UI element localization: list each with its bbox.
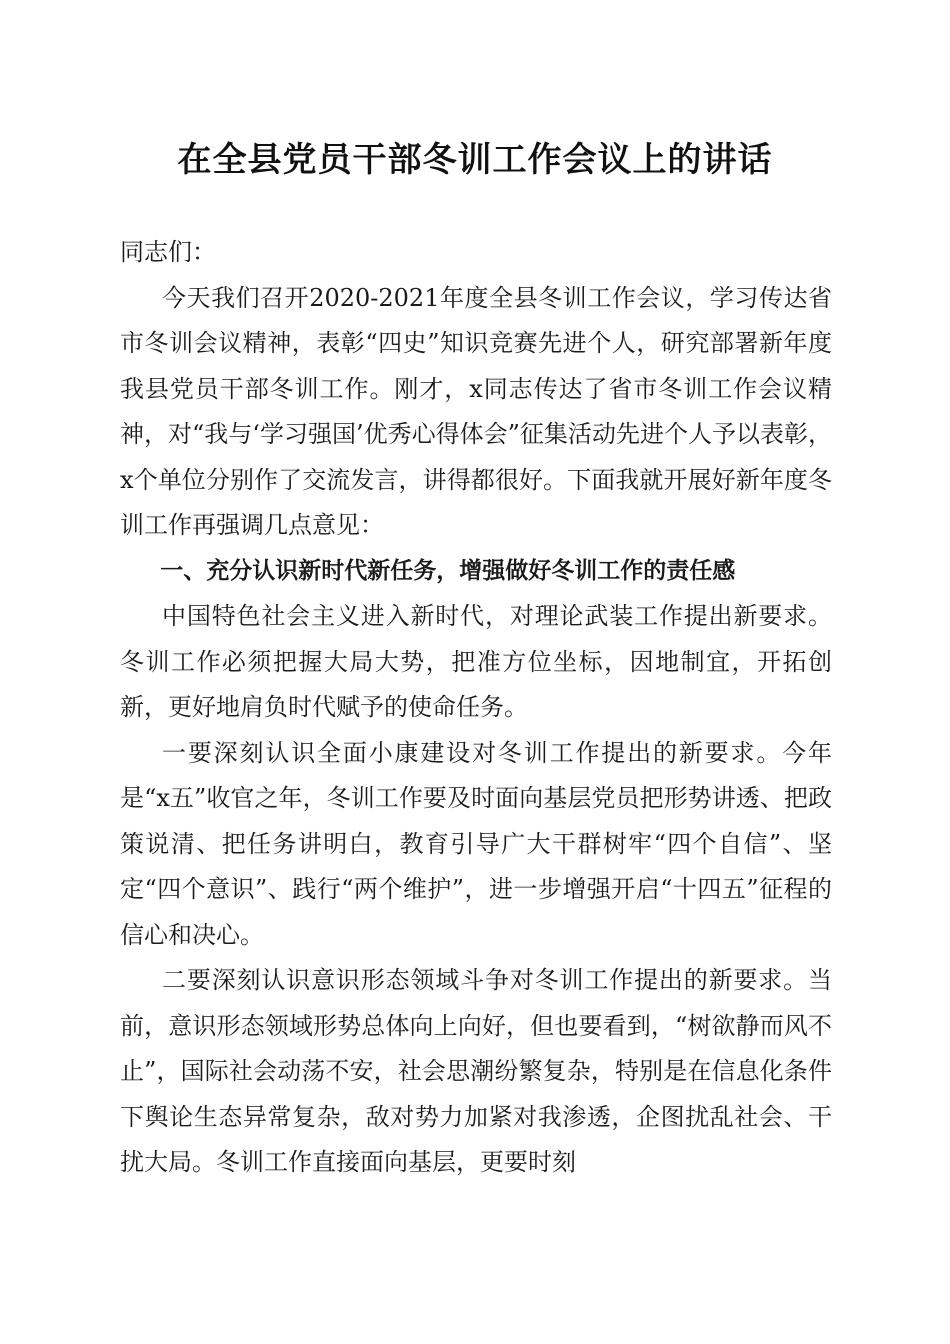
- paragraph-intro: 今天我们召开2020-2021年度全县冬训工作会议，学习传达省市冬训会议精神，表彰“四史”知识竞赛先进个人，研究部署新年度我县党员干部冬训工作。刚才，x同志传达了省市冬训工作会议精神，对“我与‘学习强国’优秀心得体会”征集活动先进个人予以表彰，x个单位分别作了交流发言，讲得都很好。下面我就开展好新年度冬训工作再强调几点意见：: [120, 283, 832, 539]
- salutation: 同志们：: [120, 238, 216, 266]
- document-title: 在全县党员干部冬训工作会议上的讲话: [177, 140, 773, 180]
- paragraph-point-1: 一要深刻认识全面小康建设对冬训工作提出的新要求。今年是“x五”收官之年，冬训工作要及时面向基层党员把形势讲透、把政策说清、把任务讲明白，教育引导广大干群树牢“四个自信”、坚定“四个意识”、践行“两个维护”，进一步增强开启“十四五”征程的信心和决心。: [120, 738, 832, 949]
- paragraph-point-2: 二要深刻认识意识形态领域斗争对冬训工作提出的新要求。当前，意识形态领域形势总体向上向好，但也要看到，“树欲静而风不止”，国际社会动荡不安，社会思潮纷繁复杂，特别是在信息化条件下舆论生态异常复杂，敌对势力加紧对我渗透，企图扰乱社会、干扰大局。冬训工作直接面向基层，更要时刻: [120, 966, 832, 1176]
- paragraph-overview: 中国特色社会主义进入新时代，对理论武装工作提出新要求。冬训工作必须把握大局大势，把准方位坐标，因地制宜，开拓创新，更好地肩负时代赋予的使命任务。: [120, 602, 832, 721]
- document-body: [120, 230, 832, 1186]
- section-heading-1: 一、充分认识新时代新任务，增强做好冬训工作的责任感: [160, 557, 736, 584]
